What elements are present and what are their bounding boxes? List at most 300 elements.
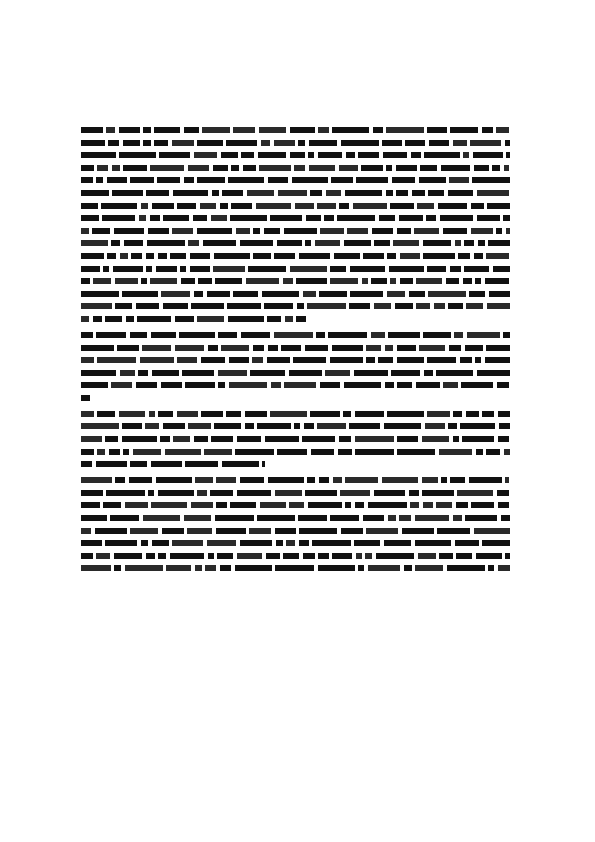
text-word (218, 370, 247, 376)
text-word (355, 502, 365, 508)
text-word (142, 345, 171, 351)
text-word (261, 140, 271, 146)
text-word (123, 140, 140, 146)
text-word (241, 332, 271, 338)
text-word (96, 553, 110, 559)
text-word (384, 423, 422, 429)
text-word (382, 477, 419, 483)
text-word (151, 332, 176, 338)
text-word (241, 152, 254, 158)
text-word (123, 165, 147, 171)
text-word (356, 177, 388, 183)
text-word (163, 423, 185, 429)
text-line (81, 176, 513, 183)
text-word (281, 345, 301, 351)
text-word (222, 190, 243, 196)
text-word (439, 449, 473, 455)
text-word (200, 203, 217, 209)
text-word (120, 370, 135, 376)
text-word (220, 203, 228, 209)
text-word (333, 477, 342, 483)
text-line (81, 214, 513, 221)
text-word (389, 266, 424, 272)
text-line (81, 527, 513, 534)
text-word (485, 357, 510, 363)
text-word (290, 127, 315, 133)
text-word (423, 502, 433, 508)
text-word (482, 540, 509, 546)
text-word (102, 215, 135, 221)
text-word (397, 345, 416, 351)
text-word (252, 357, 263, 363)
text-word (81, 411, 94, 417)
text-word (504, 165, 510, 171)
text-word (188, 240, 199, 246)
text-word (396, 165, 417, 171)
text-word (295, 203, 314, 209)
text-word (415, 515, 450, 521)
text-word (467, 332, 500, 338)
text-word (384, 540, 412, 546)
text-word (249, 528, 271, 534)
text-line (81, 435, 513, 442)
text-word (197, 316, 224, 322)
text-word (156, 477, 192, 483)
text-line (81, 164, 513, 171)
text-word (81, 215, 99, 221)
text-word (411, 152, 421, 158)
text-word (470, 140, 501, 146)
text-word (81, 436, 102, 442)
text-word (339, 165, 358, 171)
text-word (299, 253, 331, 259)
text-word (506, 152, 509, 158)
text-word (235, 565, 272, 571)
text-word (355, 449, 394, 455)
text-word (218, 332, 237, 338)
text-word (478, 240, 485, 246)
text-word (320, 228, 344, 234)
text-word (163, 303, 188, 309)
text-word (170, 253, 186, 259)
text-word (317, 423, 346, 429)
text-line (81, 514, 513, 521)
text-word (396, 190, 408, 196)
text-word (228, 177, 264, 183)
text-word (202, 127, 230, 133)
text-word (218, 382, 225, 388)
text-word (81, 332, 93, 338)
body-text (81, 126, 513, 577)
text-word (353, 203, 387, 209)
text-word (464, 266, 489, 272)
text-word (275, 565, 314, 571)
text-word (436, 502, 452, 508)
text-word (81, 165, 94, 171)
text-word (215, 515, 254, 521)
text-word (397, 228, 411, 234)
text-word (460, 423, 495, 429)
text-word (194, 291, 204, 297)
text-word (501, 515, 510, 521)
text-word (210, 490, 233, 496)
text-word (284, 382, 316, 388)
text-word (423, 332, 451, 338)
text-word (340, 490, 370, 496)
text-word (175, 316, 194, 322)
text-word (379, 215, 396, 221)
text-word (226, 411, 241, 417)
text-line (81, 290, 513, 297)
text-word (503, 215, 509, 221)
text-word (253, 345, 265, 351)
text-word (81, 540, 102, 546)
text-word (231, 165, 239, 171)
text-word (317, 203, 336, 209)
text-word (427, 411, 450, 417)
text-word (311, 449, 335, 455)
text-word (213, 165, 228, 171)
text-word (268, 345, 278, 351)
text-word (477, 190, 510, 196)
text-word (185, 382, 215, 388)
text-line (81, 489, 513, 496)
text-word (173, 190, 209, 196)
text-word (446, 278, 460, 284)
text-word (486, 449, 500, 455)
text-line (81, 344, 513, 351)
text-word (262, 291, 300, 297)
text-word (349, 303, 370, 309)
text-word (410, 502, 419, 508)
text-word (429, 140, 450, 146)
text-word (185, 461, 218, 467)
text-word (267, 357, 290, 363)
text-word (358, 152, 379, 158)
text-word (355, 436, 394, 442)
text-word (229, 382, 268, 388)
text-word (278, 190, 307, 196)
text-word (307, 303, 346, 309)
text-word (274, 332, 313, 338)
text-word (368, 502, 407, 508)
text-word (81, 502, 100, 508)
text-word (130, 177, 154, 183)
text-word (257, 423, 291, 429)
text-word (399, 215, 423, 221)
text-word (208, 553, 214, 559)
text-word (136, 382, 158, 388)
text-word (152, 540, 169, 546)
text-word (341, 528, 363, 534)
text-word (95, 528, 127, 534)
text-word (283, 278, 293, 284)
text-word (334, 253, 360, 259)
text-word (195, 477, 213, 483)
text-word (395, 303, 413, 309)
text-word (161, 382, 182, 388)
text-line (81, 126, 513, 133)
text-line (81, 315, 513, 322)
text-word (201, 411, 223, 417)
text-word (341, 140, 379, 146)
text-word (165, 449, 201, 455)
text-word (81, 477, 112, 483)
text-word (216, 502, 227, 508)
text-word (438, 203, 468, 209)
text-word (487, 203, 509, 209)
text-word (492, 165, 500, 171)
text-word (141, 540, 149, 546)
text-word (193, 215, 208, 221)
text-word (448, 190, 474, 196)
text-word (97, 449, 105, 455)
text-word (344, 382, 382, 388)
text-word (266, 553, 280, 559)
text-line (81, 501, 513, 508)
text-word (397, 382, 412, 388)
text-word (243, 165, 256, 171)
text-word (172, 228, 193, 234)
text-word (426, 215, 436, 221)
text-word (81, 490, 103, 496)
text-word (355, 411, 384, 417)
text-word (310, 190, 322, 196)
text-word (92, 228, 110, 234)
text-word (274, 140, 295, 146)
text-word (474, 528, 510, 534)
text-word (318, 553, 329, 559)
text-line (81, 394, 513, 401)
text-word (386, 190, 393, 196)
text-word (504, 449, 510, 455)
text-word (297, 303, 304, 309)
text-word (184, 177, 194, 183)
text-word (81, 357, 94, 363)
text-word (103, 266, 109, 272)
text-word (325, 370, 350, 376)
text-word (422, 490, 454, 496)
text-word (106, 127, 115, 133)
text-word (428, 291, 466, 297)
text-word (113, 266, 143, 272)
text-word (376, 553, 415, 559)
text-word (424, 370, 433, 376)
text-word (460, 357, 472, 363)
text-word (304, 423, 314, 429)
text-word (143, 140, 151, 146)
text-word (216, 528, 246, 534)
text-word (197, 490, 207, 496)
text-word (283, 553, 299, 559)
text-word (221, 152, 238, 158)
text-word (198, 278, 212, 284)
text-word (453, 515, 462, 521)
text-word (505, 553, 509, 559)
text-word (363, 515, 385, 521)
text-word (182, 370, 214, 376)
text-word (471, 228, 493, 234)
text-word (152, 370, 179, 376)
text-word (140, 357, 174, 363)
text-word (476, 449, 483, 455)
text-word (81, 565, 111, 571)
text-word (81, 278, 90, 284)
text-word (296, 278, 327, 284)
text-word (259, 165, 291, 171)
text-word (230, 502, 256, 508)
text-word (130, 461, 147, 467)
text-word (356, 553, 362, 559)
text-word (253, 253, 271, 259)
text-word (81, 423, 119, 429)
text-word (392, 177, 416, 183)
text-word (81, 253, 104, 259)
text-word (274, 253, 295, 259)
text-word (318, 152, 343, 158)
text-word (474, 253, 483, 259)
text-word (316, 332, 325, 338)
text-word (81, 303, 112, 309)
text-word (309, 165, 336, 171)
text-word (404, 565, 412, 571)
text-word (156, 266, 177, 272)
text-word (197, 140, 223, 146)
text-word (332, 127, 369, 133)
text-word (105, 436, 118, 442)
text-word (397, 436, 418, 442)
text-word (409, 291, 425, 297)
text-word (264, 228, 281, 234)
text-line (81, 302, 513, 309)
text-word (105, 316, 122, 322)
text-word (330, 278, 358, 284)
text-word (299, 540, 309, 546)
text-word (125, 502, 148, 508)
text-word (298, 515, 327, 521)
text-word (286, 540, 295, 546)
text-word (338, 449, 352, 455)
text-word (497, 490, 510, 496)
text-word (143, 127, 151, 133)
text-word (97, 165, 108, 171)
text-word (505, 140, 510, 146)
text-word (236, 228, 250, 234)
text-word (476, 553, 502, 559)
text-word (111, 240, 120, 246)
text-word (81, 449, 94, 455)
text-word (212, 190, 219, 196)
text-word (154, 127, 180, 133)
text-word (415, 565, 443, 571)
text-word (419, 345, 445, 351)
text-word (498, 565, 510, 571)
text-word (233, 127, 255, 133)
text-word (227, 303, 261, 309)
text-word (214, 253, 250, 259)
text-word (253, 228, 260, 234)
text-word (81, 177, 93, 183)
text-word (177, 203, 196, 209)
text-word (424, 152, 460, 158)
text-word (106, 490, 145, 496)
text-word (211, 436, 233, 442)
text-word (349, 423, 380, 429)
text-word (427, 266, 446, 272)
text-word (170, 553, 205, 559)
text-word (191, 303, 224, 309)
text-word (115, 477, 125, 483)
text-word (363, 253, 384, 259)
text-word (81, 228, 89, 234)
text-word (81, 382, 108, 388)
text-word (181, 278, 195, 284)
text-word (302, 436, 335, 442)
text-word (405, 140, 425, 146)
text-word (259, 127, 287, 133)
text-word (386, 165, 392, 171)
text-word (214, 423, 241, 429)
text-word (119, 411, 146, 417)
text-word (293, 357, 326, 363)
text-word (107, 253, 116, 259)
text-word (175, 345, 205, 351)
text-word (195, 565, 202, 571)
text-word (498, 411, 510, 417)
text-word (237, 553, 263, 559)
text-word (443, 228, 468, 234)
text-word (146, 266, 152, 272)
text-word (203, 240, 237, 246)
text-word (441, 477, 447, 483)
text-word (472, 177, 509, 183)
text-word (331, 177, 353, 183)
text-word (371, 332, 385, 338)
text-word (450, 127, 478, 133)
text-word (187, 528, 212, 534)
text-word (319, 291, 347, 297)
text-word (150, 165, 184, 171)
text-word (81, 370, 116, 376)
text-word (129, 477, 153, 483)
text-word (326, 190, 342, 196)
text-word (213, 266, 245, 272)
text-word (419, 177, 446, 183)
text-word (503, 332, 509, 338)
text-word (425, 423, 445, 429)
text-line (81, 356, 513, 363)
text-word (469, 477, 502, 483)
text-word (486, 345, 509, 351)
text-word (154, 140, 168, 146)
text-word (130, 332, 148, 338)
text-word (151, 461, 182, 467)
text-word (160, 436, 170, 442)
text-word (489, 291, 510, 297)
text-word (139, 215, 147, 221)
text-word (235, 449, 274, 455)
text-word (81, 553, 93, 559)
text-word (146, 253, 155, 259)
text-word (110, 515, 139, 521)
text-word (119, 152, 156, 158)
text-word (498, 436, 510, 442)
text-word (172, 540, 203, 546)
text-word (115, 303, 132, 309)
text-word (81, 345, 114, 351)
text-word (440, 215, 474, 221)
text-word (289, 502, 304, 508)
